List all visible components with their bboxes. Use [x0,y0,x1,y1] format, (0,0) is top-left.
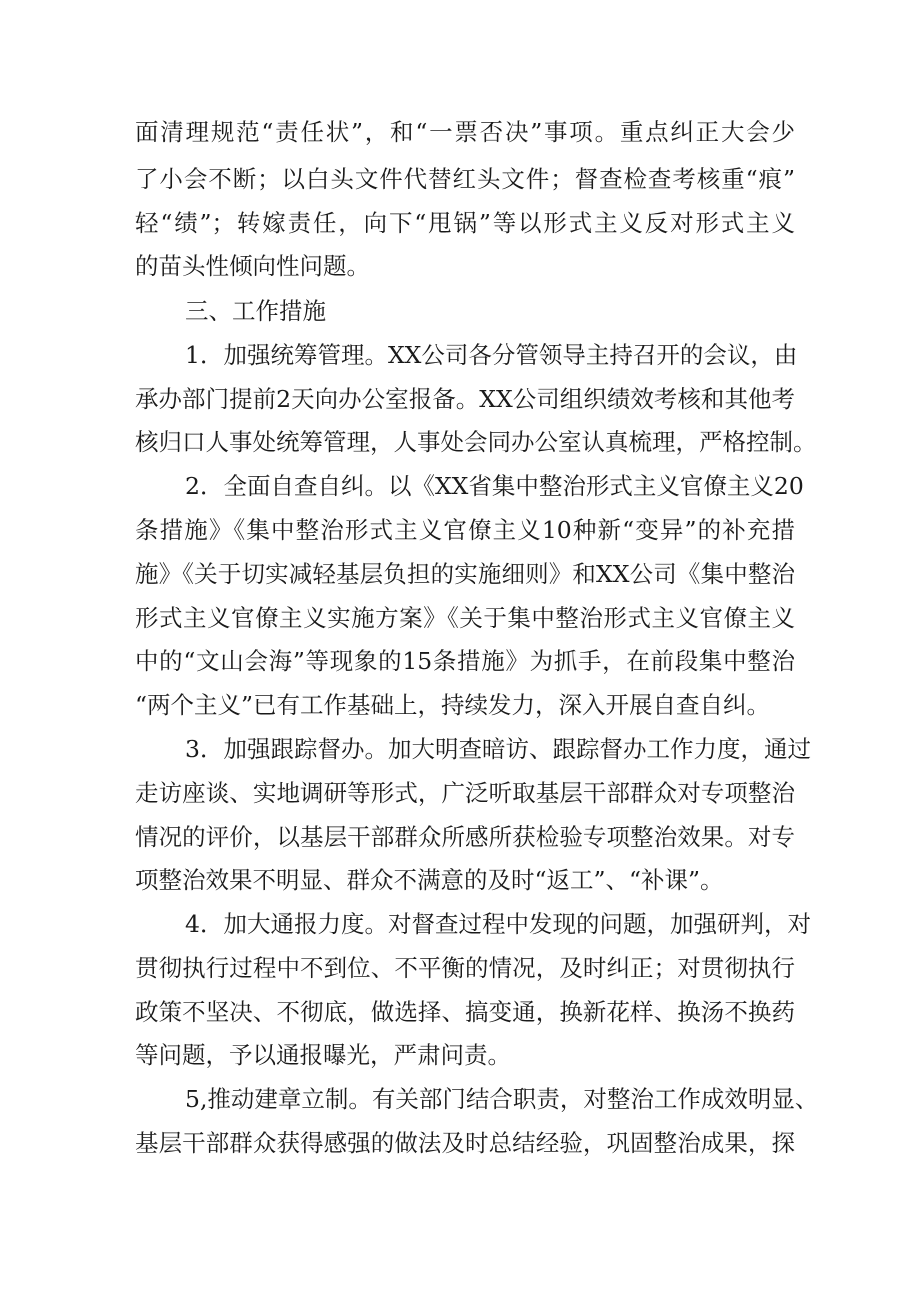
paragraph-line: 形式主义官僚主义实施方案》《关于集中整治形式主义官僚主义 [135,604,795,632]
paragraph-line: 等问题，予以通报曝光，严肃问责。 [135,1041,511,1069]
paragraph-line: 施》《关于切实减轻基层负担的实施细则》和XX公司《集中整治 [135,560,795,588]
paragraph-line: 面清理规范“责任状”，和“一票否决”事项。重点纠正大会少 [135,118,795,146]
paragraph-line: 条措施》《集中整治形式主义官僚主义10种新“变异”的补充措 [135,516,795,544]
paragraph-line: 项整治效果不明显、群众不满意的及时“返工”、“补课”。 [135,866,724,894]
paragraph-line: 了小会不断；以白头文件代替红头文件；督查检查考核重“痕” [135,165,795,193]
paragraph-line: 1．加强统筹管理。XX公司各分管领导主持召开的会议，由 [185,341,798,369]
paragraph-line: 3．加强跟踪督办。加大明查暗访、跟踪督办工作力度，通过 [185,735,811,763]
section-heading: 三、工作措施 [185,297,326,325]
paragraph-line: “两个主义”已有工作基础上，持续发力，深入开展自查自纠。 [135,691,771,719]
paragraph-line: 中的“文山会海”等现象的15条措施》为抓手，在前段集中整治 [135,647,795,675]
paragraph-line: 承办部门提前2天向办公室报备。XX公司组织绩效考核和其他考 [135,385,795,413]
paragraph-line: 轻“绩”；转嫁责任，向下“甩锅”等以形式主义反对形式主义 [135,209,795,237]
paragraph-line: 2．全面自查自纠。以《XX省集中整治形式主义官僚主义20 [185,472,804,500]
paragraph-line: 走访座谈、实地调研等形式，广泛听取基层干部群众对专项整治 [135,779,795,807]
paragraph-line: 的苗头性倾向性问题。 [135,252,370,280]
paragraph-line: 4．加大通报力度。对督查过程中发现的问题，加强研判，对 [185,910,811,938]
paragraph-line: 基层干部群众获得感强的做法及时总结经验，巩固整治成果，探 [135,1129,795,1157]
paragraph-line: 贯彻执行过程中不到位、不平衡的情况，及时纠正；对贯彻执行 [135,954,795,982]
paragraph-line: 核归口人事处统筹管理，人事处会同办公室认真梳理，严格控制。 [135,428,817,456]
paragraph-line: 5,推动建章立制。有关部门结合职责，对整治工作成效明显、 [185,1085,819,1113]
paragraph-line: 情况的评价，以基层干部群众所感所获检验专项整治效果。对专 [135,823,795,851]
paragraph-line: 政策不坚决、不彻底，做选择、搞变通，换新花样、换汤不换药 [135,998,795,1026]
